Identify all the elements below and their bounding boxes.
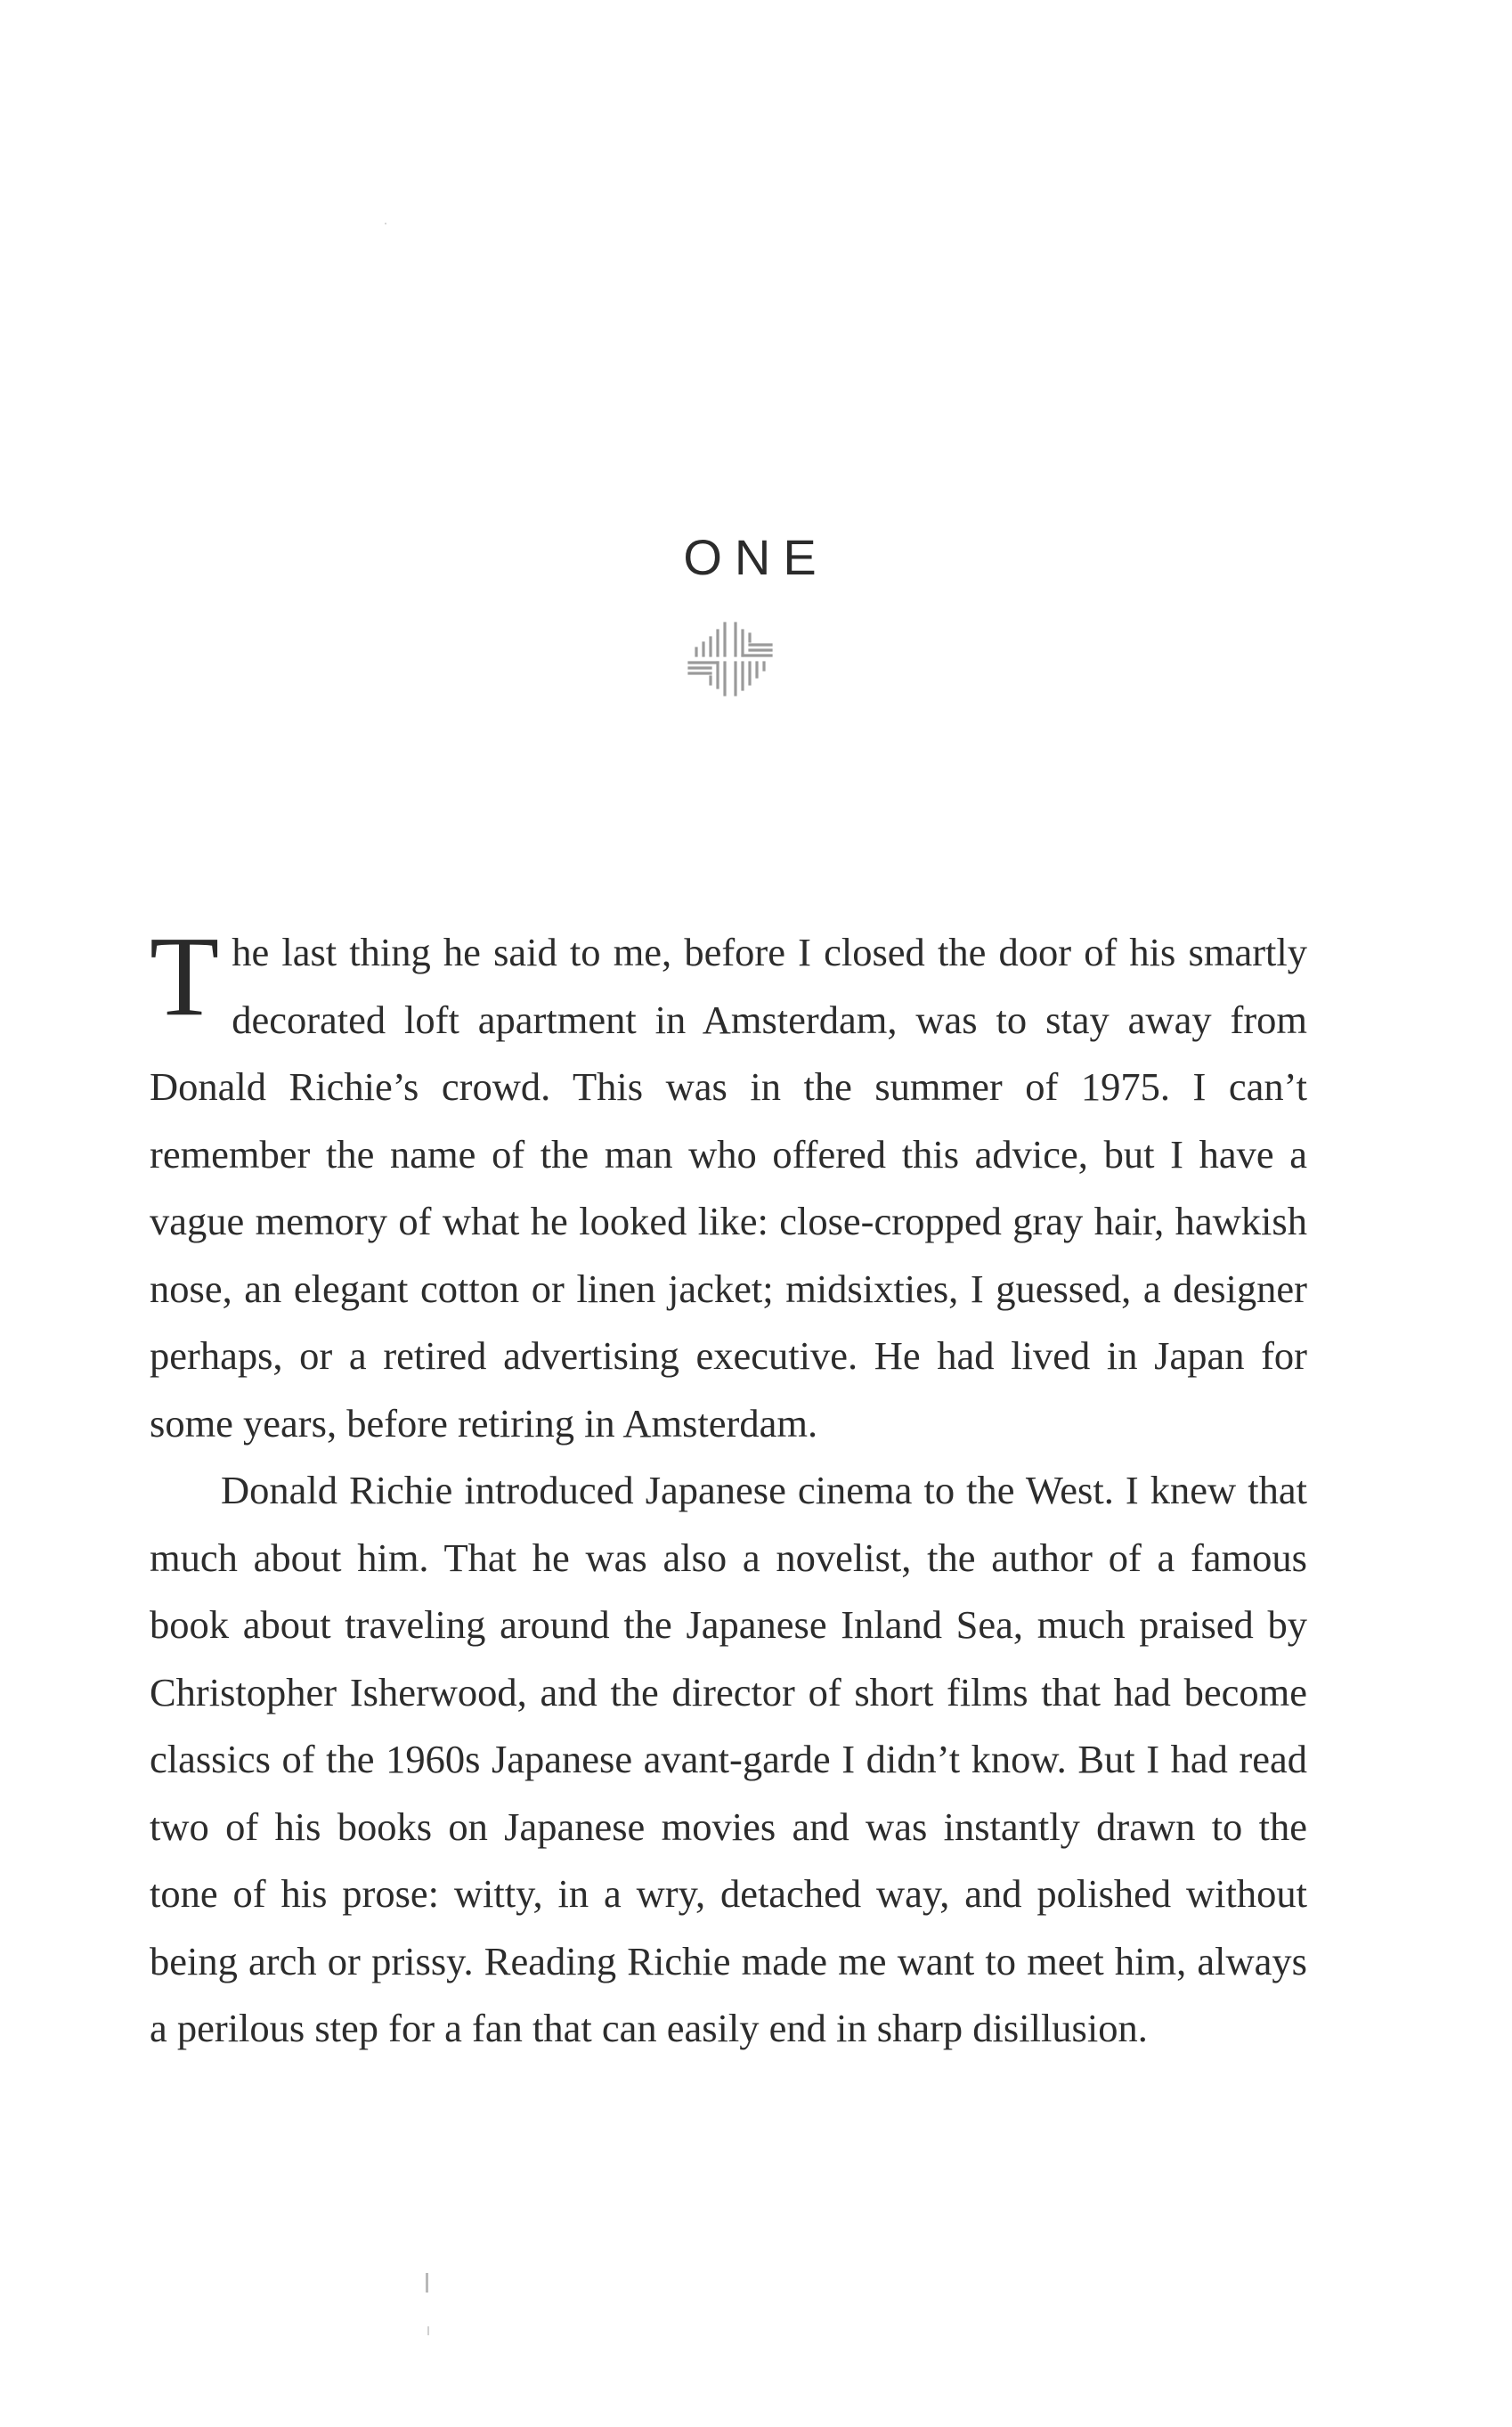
paragraph-1 — [150, 913, 1307, 1457]
scan-speck — [385, 223, 386, 224]
scan-speck — [427, 2326, 429, 2335]
paragraph-2-text: Donald Richie introduced Japanese cinema to the West. I knew that much about him. That he was also a novelist, the author of a famous book about traveling around the Japanese Inland Sea, much praised by Christopher Isherwood, and the director of short films that had become classics of the 1960s Japanese avant-garde I didn’t know. But I had read two of his books on Japanese movies and was instantly drawn to the tone of his prose: witty, in a wry, detached way, and polished without being arch or prissy. Reading Richie made me want to meet him, always a perilous step for a fan that can easily end in sharp disillusion. — [150, 1468, 1307, 2050]
paragraph-1-text: he last thing he said to me, before I closed the door of his smartly decorated loft apartment in Amsterdam, was to stay away from Donald Richie’s crowd. This was in the summer of 1975. I can’t remember the name of the man who offered this advice, but I have a vague memory of what he looked like: close-cropped gray hair, hawkish nose, an elegant cotton or linen jacket; midsixties, I guessed, a designer perhaps, or a retired advertising executive. He had lived in Japan for some years, before retiring in Amsterdam. — [150, 930, 1307, 1446]
drop-cap: T — [150, 913, 220, 1039]
scan-speck — [426, 2273, 428, 2293]
fretwork-ornament-icon — [686, 615, 775, 704]
chapter-body — [150, 913, 1307, 2063]
paragraph-2 — [150, 1457, 1307, 2063]
chapter-heading: ONE — [683, 528, 829, 585]
